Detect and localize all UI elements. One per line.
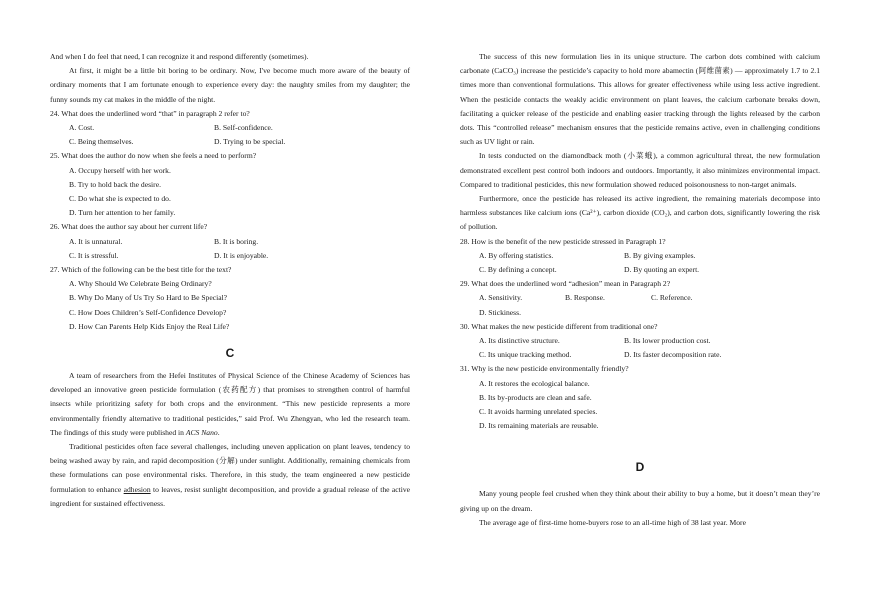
option-a: A. By offering statistics. bbox=[479, 250, 554, 260]
passage-text: A team of researchers from the Hefei Institutes of Physical Science of the Chinese Academy of Sciences has developed an innovative green pesticide formulation (农药配方) that promises to strengthen control of harmful insects while prioritizing safety for both crops and the environment. “This new pesticide represents a more environmentally friendly alternative to traditional pesticides,” said Prof. Wu Zhengyan, who led the research team. The findings of this study were published in bbox=[50, 371, 410, 437]
section-d-title: D bbox=[635, 460, 645, 475]
question-options bbox=[460, 334, 820, 362]
option-d: D. Trying to be special. bbox=[214, 137, 286, 147]
option-a: A. Cost. bbox=[69, 123, 95, 133]
question-stem: 28. How is the benefit of the new pesticide stressed in Paragraph 1? bbox=[460, 236, 666, 246]
question-stem: 29. What does the underlined word “adhesion” mean in Paragraph 2? bbox=[460, 279, 671, 289]
passage-c-paragraph-4: In tests conducted on the diamondback moth (小菜蛾), a common agricultural threat, the new formulation demonstrated excellent pest control both indoors and outdoors. Importantly, it also minimizes environmental impact. Compared to traditional pesticides, this new formulation showed reduced poisonousness to non-target animals. bbox=[460, 151, 820, 189]
question-options bbox=[460, 249, 820, 277]
option-b: B. Why Do Many of Us Try So Hard to Be Special? bbox=[69, 293, 228, 303]
question-28 bbox=[460, 235, 820, 278]
option-b: B. Response. bbox=[565, 293, 605, 303]
intro-paragraph: At first, it might be a little bit boring to be ordinary. Now, I've become much more aware of the beauty of ordinary moments that I am fortunate enough to experience every day: the naughty smiles from my daughter; the funny sounds my cat makes in the middle of the night. bbox=[50, 66, 410, 104]
passage-c-paragraph-1 bbox=[50, 369, 410, 440]
left-column bbox=[50, 50, 410, 511]
underlined-word-adhesion: adhesion bbox=[123, 484, 151, 494]
question-27 bbox=[50, 263, 410, 334]
option-d: D. It is enjoyable. bbox=[214, 250, 269, 260]
passage-c-paragraph-5: Furthermore, once the pesticide has released its active ingredient, the remaining materials decompose into harmless substances like calcium ions (Ca²⁺), carbon dioxide (CO₂), and carbon dots, significantly lowering the risk of pollution. bbox=[460, 194, 820, 232]
passage-text: Traditional pesticides often face several challenges, including uneven application on plant leaves, tendency to being washed away by rain, and rapid decomposition (分解) under sunlight. Additionally, remaining chemicals from these formulations can pose environmental risks. Therefore, in this study, the team engineered a new pesticide formulation to enhance bbox=[50, 442, 410, 494]
option-d: D. By quoting an expert. bbox=[624, 265, 700, 275]
option-a: A. Why Should We Celebrate Being Ordinary? bbox=[69, 279, 212, 289]
option-b: B. Self-confidence. bbox=[214, 123, 273, 133]
question-29 bbox=[460, 277, 820, 320]
right-column bbox=[460, 50, 820, 530]
option-c: C. How Does Children’s Self-Confidence Develop? bbox=[69, 307, 227, 317]
question-options bbox=[50, 121, 410, 149]
option-a: A. It is unnatural. bbox=[69, 236, 123, 246]
option-c: C. It is stressful. bbox=[69, 250, 119, 260]
intro-line: And when I do feel that need, I can recognize it and respond differently (sometimes). bbox=[50, 52, 309, 61]
question-stem: 24. What does the underlined word “that” in paragraph 2 refer to? bbox=[50, 108, 250, 118]
option-c: C. By defining a concept. bbox=[479, 265, 557, 275]
option-b: B. Its lower production cost. bbox=[624, 336, 711, 346]
question-options bbox=[50, 235, 410, 263]
option-c: C. Do what she is expected to do. bbox=[69, 194, 171, 204]
question-options bbox=[50, 277, 410, 334]
option-a: A. Occupy herself with her work. bbox=[69, 165, 171, 175]
option-c: C. It avoids harming unrelated species. bbox=[479, 407, 598, 417]
question-stem: 30. What makes the new pesticide different from traditional one? bbox=[460, 321, 658, 331]
question-options bbox=[460, 291, 820, 319]
option-b: B. Try to hold back the desire. bbox=[69, 179, 161, 189]
option-a: A. Its distinctive structure. bbox=[479, 336, 560, 346]
option-d: D. Stickiness. bbox=[479, 307, 521, 317]
passage-text: to leaves, resist sunlight decomposition, and provide a gradual release of the active ingredient for sustained effectiveness. bbox=[50, 484, 410, 508]
option-d: D. Its faster decomposition rate. bbox=[624, 350, 722, 360]
option-b: B. It is boring. bbox=[214, 236, 259, 246]
option-c: C. Reference. bbox=[651, 293, 693, 303]
journal-name: ACS Nano bbox=[185, 427, 218, 437]
passage-d-paragraph-1: Many young people feel crushed when they think about their ability to buy a home, but it doesn’t mean they’re giving up on the dream. bbox=[460, 489, 820, 513]
passage-c-paragraph-2 bbox=[50, 440, 410, 511]
question-stem: 26. What does the author say about her current life? bbox=[50, 222, 208, 232]
question-options bbox=[50, 164, 410, 221]
option-d: D. Turn her attention to her family. bbox=[69, 208, 176, 218]
option-c: C. Its unique tracking method. bbox=[479, 350, 572, 360]
question-options bbox=[460, 377, 820, 434]
option-d: D. How Can Parents Help Kids Enjoy the Real Life? bbox=[69, 321, 230, 331]
question-30 bbox=[460, 320, 820, 363]
passage-text: . bbox=[217, 427, 220, 437]
section-c-title: C bbox=[225, 346, 235, 361]
question-26 bbox=[50, 220, 410, 263]
question-stem: 27. Which of the following can be the best title for the text? bbox=[50, 265, 232, 275]
option-a: A. It restores the ecological balance. bbox=[479, 378, 590, 388]
passage-c-paragraph-3: The success of this new formulation lies in its unique structure. The carbon dots combined with calcium carbonate (CaCO₃) increase the pesticide’s capacity to hold more abamectin (阿维菌素) — approximately 1.7 to 2.1 times more than conventional formulations. This allows for greater effectiveness while using less active ingredient. When the pesticide contacts the weakly acidic environment on plant leaves, the calcium carbonate breaks down, facilitating a quicker release of the pesticide and enabling easier tracking through the lights released by the carbon dots. This “controlled release” mechanism ensures that the pesticide remains active, even in challenging conditions such as UV light or rain. bbox=[460, 52, 820, 147]
option-b: B. By giving examples. bbox=[624, 250, 696, 260]
option-b: B. Its by-products are clean and safe. bbox=[479, 392, 592, 402]
option-d: D. Its remaining materials are reusable. bbox=[479, 421, 599, 431]
option-a: A. Sensitivity. bbox=[479, 293, 523, 303]
passage-d-paragraph-2: The average age of first-time home-buyers rose to an all-time high of 38 last year. More bbox=[479, 517, 746, 527]
option-c: C. Being themselves. bbox=[69, 137, 134, 147]
question-stem: 25. What does the author do now when she feels a need to perform? bbox=[50, 151, 257, 161]
question-25 bbox=[50, 149, 410, 220]
question-24 bbox=[50, 107, 410, 150]
question-31 bbox=[460, 362, 820, 433]
question-stem: 31. Why is the new pesticide environmentally friendly? bbox=[460, 364, 629, 374]
